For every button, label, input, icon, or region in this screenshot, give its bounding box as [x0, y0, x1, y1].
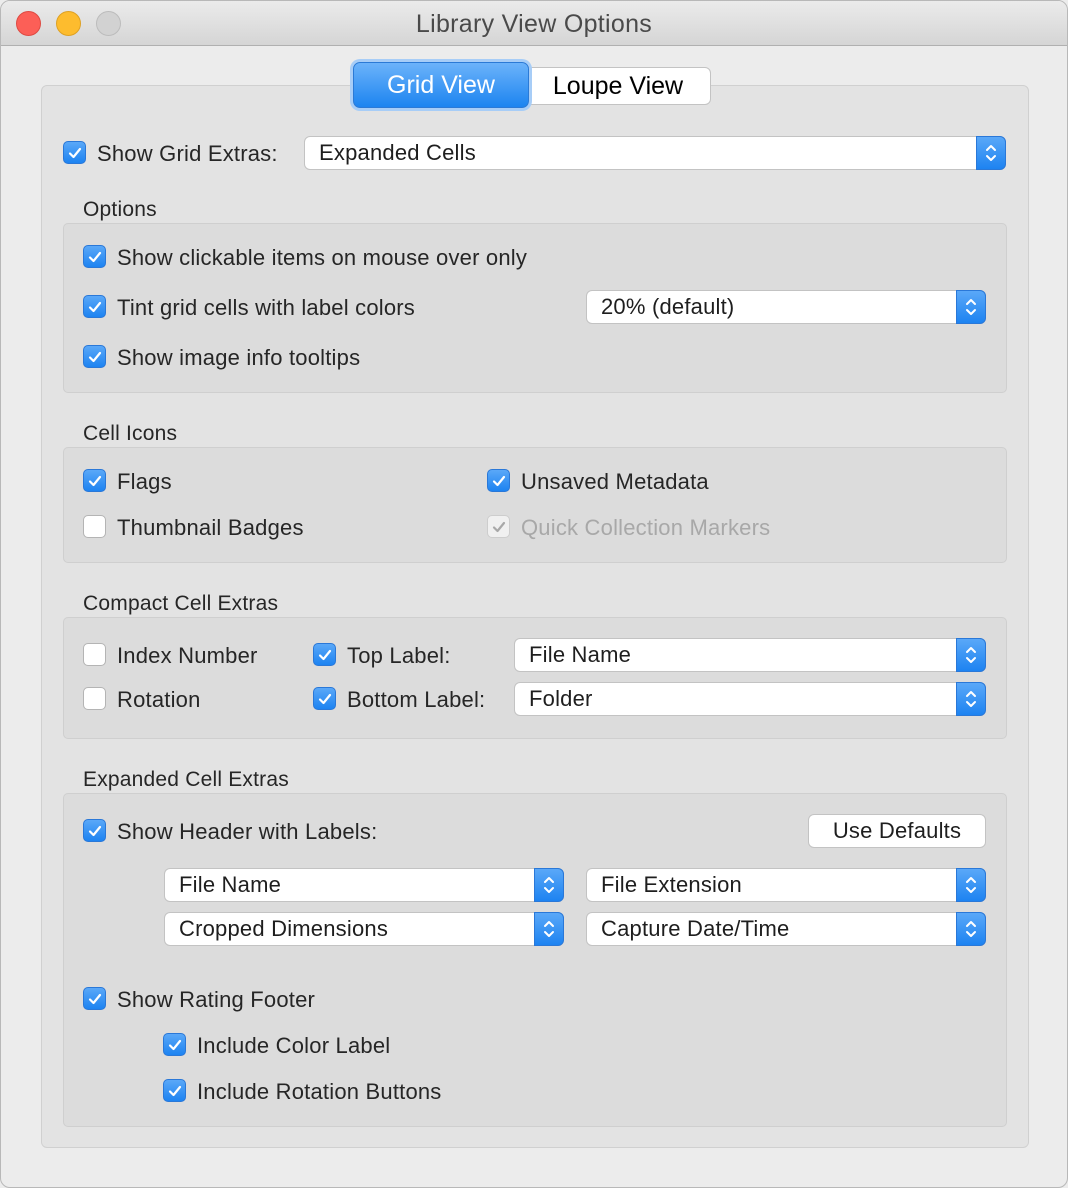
- checkmark-icon: [87, 249, 103, 265]
- checkmark-icon: [87, 349, 103, 365]
- up-down-chevron-icon: [956, 868, 986, 902]
- show-header-label: Show Header with Labels:: [117, 819, 378, 844]
- rotation-buttons-label: Include Rotation Buttons: [197, 1079, 442, 1104]
- tab-loupe-view[interactable]: Loupe View: [525, 67, 711, 105]
- grid-extras-select[interactable]: [304, 136, 1006, 170]
- rating-footer-label: Show Rating Footer: [117, 987, 316, 1012]
- header-field-3-select[interactable]: [164, 912, 564, 946]
- use-defaults-button[interactable]: Use Defaults: [808, 814, 986, 848]
- up-down-chevron-icon: [976, 136, 1006, 170]
- thumbnail-badges-label: Thumbnail Badges: [117, 515, 304, 540]
- checkmark-icon: [87, 299, 103, 315]
- flags-checkbox[interactable]: [83, 469, 106, 492]
- rotation-label: Rotation: [117, 687, 201, 712]
- header-field-1-value: File Name: [179, 872, 282, 897]
- index-number-checkbox[interactable]: [83, 643, 106, 666]
- tint-cells-label: Tint grid cells with label colors: [117, 295, 416, 320]
- header-field-4-value: Capture Date/Time: [601, 916, 790, 941]
- checkmark-icon: [167, 1037, 183, 1053]
- show-clickable-label: Show clickable items on mouse over only: [117, 245, 528, 270]
- color-label-label: Include Color Label: [197, 1033, 391, 1058]
- top-label-checkbox[interactable]: [313, 643, 336, 666]
- window-title: Library View Options: [415, 10, 653, 38]
- checkmark-icon: [87, 473, 103, 489]
- checkmark-icon: [491, 519, 507, 535]
- header-field-4-select[interactable]: [586, 912, 986, 946]
- unsaved-metadata-checkbox[interactable]: [487, 469, 510, 492]
- flags-label: Flags: [117, 469, 172, 494]
- tint-cells-checkbox[interactable]: [83, 295, 106, 318]
- title-bar[interactable]: [1, 1, 1067, 46]
- bottom-label-checkbox[interactable]: [313, 687, 336, 710]
- show-grid-extras-checkbox[interactable]: [63, 141, 86, 164]
- header-field-2-value: File Extension: [601, 872, 742, 897]
- checkmark-icon: [87, 823, 103, 839]
- cell-icons-group: [63, 447, 1007, 563]
- bottom-label-label: Bottom Label:: [347, 687, 486, 712]
- checkmark-icon: [67, 145, 83, 161]
- show-tooltips-checkbox[interactable]: [83, 345, 106, 368]
- checkmark-icon: [317, 647, 333, 663]
- bottom-label-value: Folder: [529, 686, 593, 711]
- cell-icons-section-title: Cell Icons: [83, 422, 178, 445]
- checkmark-icon: [167, 1083, 183, 1099]
- show-tooltips-label: Show image info tooltips: [117, 345, 361, 370]
- thumbnail-badges-checkbox[interactable]: [83, 515, 106, 538]
- grid-extras-value: Expanded Cells: [319, 140, 476, 165]
- checkmark-icon: [491, 473, 507, 489]
- compact-group: [63, 617, 1007, 739]
- index-number-label: Index Number: [117, 643, 258, 668]
- tint-amount-value: 20% (default): [601, 294, 735, 319]
- rotation-buttons-checkbox[interactable]: [163, 1079, 186, 1102]
- rating-footer-checkbox[interactable]: [83, 987, 106, 1010]
- header-field-1-select[interactable]: [164, 868, 564, 902]
- unsaved-metadata-label: Unsaved Metadata: [521, 469, 709, 494]
- top-label-label: Top Label:: [347, 643, 451, 668]
- show-header-checkbox[interactable]: [83, 819, 106, 842]
- tint-amount-select[interactable]: [586, 290, 986, 324]
- rotation-checkbox[interactable]: [83, 687, 106, 710]
- up-down-chevron-icon: [956, 290, 986, 324]
- up-down-chevron-icon: [956, 638, 986, 672]
- options-section-title: Options: [83, 198, 157, 221]
- expanded-section-title: Expanded Cell Extras: [83, 768, 289, 791]
- checkmark-icon: [87, 991, 103, 1007]
- header-field-2-select[interactable]: [586, 868, 986, 902]
- compact-section-title: Compact Cell Extras: [83, 592, 279, 615]
- quick-collection-label: Quick Collection Markers: [521, 515, 771, 540]
- bottom-label-select[interactable]: [514, 682, 986, 716]
- quick-collection-checkbox: [487, 515, 510, 538]
- show-grid-extras-label: Show Grid Extras:: [97, 141, 278, 166]
- header-field-3-value: Cropped Dimensions: [179, 916, 389, 941]
- checkmark-icon: [317, 691, 333, 707]
- up-down-chevron-icon: [534, 868, 564, 902]
- show-clickable-checkbox[interactable]: [83, 245, 106, 268]
- up-down-chevron-icon: [534, 912, 564, 946]
- top-label-value: File Name: [529, 642, 632, 667]
- up-down-chevron-icon: [956, 912, 986, 946]
- color-label-checkbox[interactable]: [163, 1033, 186, 1056]
- top-label-select[interactable]: [514, 638, 986, 672]
- up-down-chevron-icon: [956, 682, 986, 716]
- tab-grid-view[interactable]: Grid View: [353, 62, 529, 108]
